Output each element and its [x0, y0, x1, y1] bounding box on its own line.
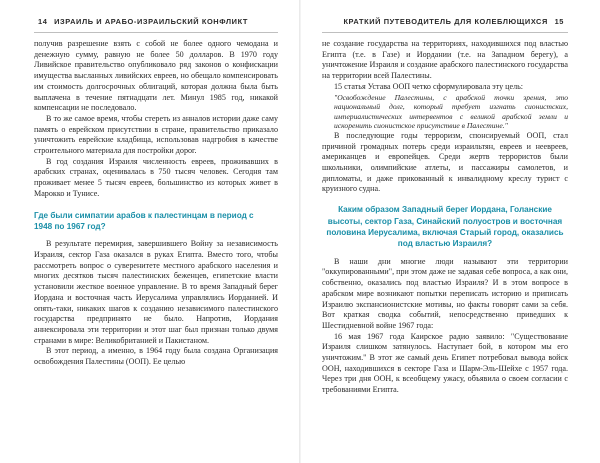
right-question-heading: Каким образом Западный берег Иордана, Голанские высоты, сектор Газа, Синайский полуостров и восточная половина Иерусалима, включая Старый город, оказались под властью Израиля? [326, 205, 564, 249]
left-running-header [34, 16, 278, 28]
left-running-head: ИЗРАИЛЬ И АРАБО-ИЗРАИЛЬСКИЙ КОНФЛИКТ [54, 17, 248, 26]
right-header-rule [322, 32, 568, 33]
right-running-header [322, 16, 568, 28]
right-paragraph-3: В последующие годы терроризм, спонсируемый ООП, стал причиной громадных потерь среди израильтян, евреев и неевреев, американцев и европейцев. Среди жертв террористов были школьники, олимпийские атлеты, и пассажиры самолетов, и дипломаты, и даже прикованный к инвалидному креслу турист с круизного судна. [322, 130, 568, 194]
left-paragraph-1: получив разрешение взять с собой не более одного чемодана и денежную сумму, равную не более 50 долларов. В 1970 году Ливийское правительство опубликовало ряд законов о конфискации имущества высланных ливийских евреев, но обещало компенсировать им стоимость долгосрочных облигаций, которая должна была быть выплачена в течение пятнадцати лет. Минул 1985 год, никакой компенсации не последовало. [34, 39, 278, 113]
right-paragraph-2: 15 статья Устава ООП четко сформулировала эту цель: [334, 81, 524, 91]
right-running-head: КРАТКИЙ ПУТЕВОДИТЕЛЬ ДЛЯ КОЛЕБЛЮЩИХСЯ [343, 17, 548, 26]
left-header-rule [34, 32, 278, 33]
left-paragraph-3: В год создания Израиля численность евреев, проживавших в арабских странах, оценивалась в 750 тысяч человек. Сегодня там проживает менее 5 тысяч евреев, большинство из которых живет в Марокко и Тунисе. [34, 156, 278, 198]
left-question-heading: Где были симпатии арабов к палестинцам в период с 1948 по 1967 год? [34, 210, 254, 231]
left-paragraph-2: В то же самое время, чтобы стереть из анналов истории даже саму память о еврейском присутствии в стране, правительство приказало уничтожить еврейские кладбища, использовав надгробия в качестве строительного материала для постройки дорог. [34, 113, 278, 156]
right-paragraph-1: не создание государства на территориях, находившихся под властью Египта (т.е. в Газе) и Иордании (т.е. на Западном берегу), а уничтожение Израиля и создание арабского палестинского государства на территории всей Палестины. [322, 39, 568, 81]
left-paragraph-5: В этот период, а именно, в 1964 году была создана Организация освобождения Палестины (ООП). Ее целью [34, 346, 278, 367]
left-paragraph-4: В результате перемирия, завершившего Войну за независимость Израиля, сектор Газа оказался в руках Египта. Вместо того, чтобы рассмотреть вопрос о суверенитете местного арабского населения и многих десятков тысяч палестинских беженцев, египетские власти установили жесткое военное управление. В то время Западный берег Иордана и восточная часть Иерусалима управлялись Иорданией. И опять-таки, никаких шагов к созданию независимого палестинского государства предпринято не было. Напротив, Иордания аннексировала эти территории и этот шаг был признан только двумя странами в мире: Великобританией и Пакистаном. [34, 239, 278, 345]
right-paragraph-4: В наши дни многие люди называют эти территории "оккупированными", при этом даже не задавая себе вопроса, а как они, собственно, оказались под властью Израиля? И в этом вопросе в арабском мире возникают попытки переписать историю и приписать Израилю экспансионистские мотивы, но факты говорят сами за себя. Вот краткая сводка событий, непосредственно приведших к Шестидневной войне 1967 года: [322, 256, 568, 330]
right-paragraph-5: 16 мая 1967 года Каирское радио заявило: "Существование Израиля слишком затянулось. Наступает бой, в котором мы его уничтожим." В этот же самый день Египет потребовал вывода войск ООН, находившихся в секторе Газа и Шарм-Эль-Шейхе с 1957 года. Через три дня ООН, к всеобщему ужасу, объявила о своем согласии с требованиями Египта. [322, 331, 568, 395]
right-page-number: 15 [554, 17, 564, 26]
left-page-number: 14 [38, 17, 48, 26]
charter-quote: "Освобождение Палестины, с арабской точки зрения, это национальный долг, который требует изгнать сионистских, империалистических интервентов с великой арабской земли и искоренить сионистское присутствие в Палестине." [334, 92, 568, 131]
right-page [300, 0, 600, 463]
